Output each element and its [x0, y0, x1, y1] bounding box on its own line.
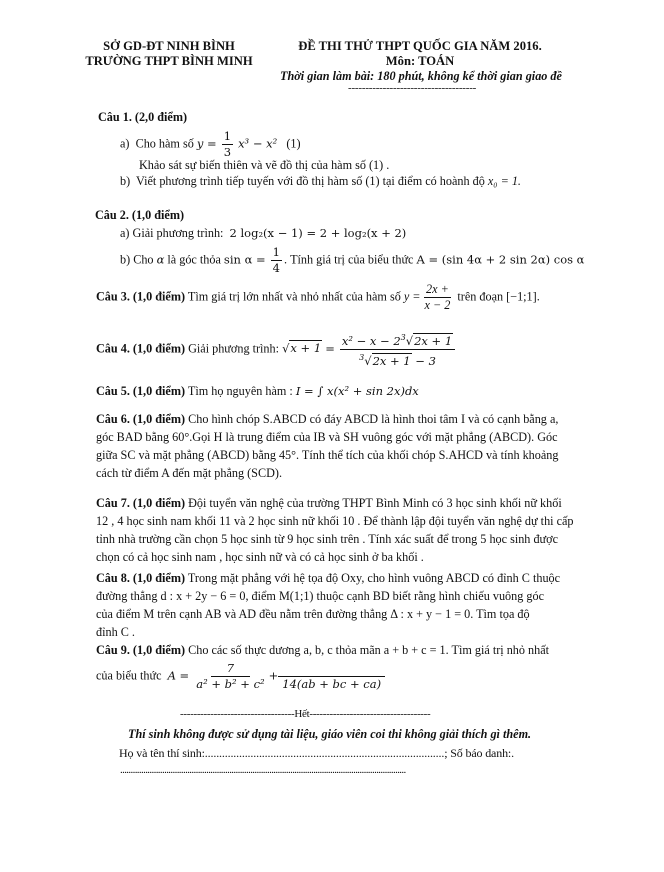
- candidate-name-line: Họ và tên thí sinh:....................................................................................; Số báo danh:.: [119, 746, 514, 760]
- fraction-numerator: 1: [223, 129, 232, 143]
- q6-line: cách từ điểm A đến mặt phẳng (SCD).: [96, 466, 282, 480]
- q3-text: Tìm giá trị lớn nhất và nhỏ nhất của hàm số: [187, 289, 401, 304]
- fraction-numerator: [278, 661, 385, 677]
- department-name: [64, 39, 274, 69]
- q7-line: 12 , 4 học sinh nam khối 11 và 2 học sinh nữ khối 10 . Để thành lập đội tuyển văn nghệ dự thi cấp: [96, 514, 574, 528]
- q9-line1: Cho các số thực dương a, b, c thỏa mãn a + b + c = 1. Tìm giá trị nhỏ nhất: [188, 643, 550, 657]
- exam-duration: Thời gian làm bài: 180 phút, không kể thời gian giao đề: [280, 69, 562, 83]
- q3-fraction: [423, 282, 453, 313]
- q7-line: Đội tuyển văn nghệ của trường THPT Bình Minh có 3 học sinh khối nữ khối: [188, 496, 562, 510]
- question-9: [96, 641, 549, 659]
- header-divider: -------------------------------------: [348, 82, 477, 94]
- question-2-title: Câu 2. (1,0 điểm): [95, 208, 185, 222]
- root-index: 3: [359, 353, 365, 362]
- fraction-denominator: a² + b² + c²: [196, 677, 265, 691]
- fraction-numerator: 2x +: [426, 282, 449, 296]
- question-3-title: Câu 3. (1,0 điểm): [96, 289, 186, 304]
- q9-fraction-1: [194, 661, 266, 692]
- q7-line: chọn có cả học sinh nam , học sinh nữ và có cả học sinh ở ba khối .: [96, 550, 424, 564]
- question-1-title: Câu 1. (2,0 điểm): [98, 110, 188, 124]
- question-9-expression: [96, 661, 385, 692]
- q3-interval: [−1;1].: [506, 289, 540, 304]
- q6-line: góc BAD bằng 60°.Gọi H là trung điểm của IB và SH vuông góc với mặt phẳng (ABCD). Góc: [96, 430, 558, 444]
- q4-numerator-text: x² − x − 2: [341, 334, 401, 348]
- q1b-text: Viết phương trình tiếp tuyến với đồ thị hàm số (1) tại điểm có hoành độ: [136, 174, 485, 188]
- department-line: SỞ GD-ĐT NINH BÌNH: [103, 39, 235, 53]
- exam-heading: [270, 39, 570, 69]
- fraction-numerator: 7: [211, 661, 250, 677]
- q2b-text3: . Tính giá trị của biểu thức: [284, 252, 414, 267]
- q4-equals: =: [325, 341, 335, 356]
- exam-note: Thí sinh không được sử dụng tài liệu, giáo viên coi thi không giải thích gì thêm.: [128, 727, 532, 741]
- q5-text: Tìm họ nguyên hàm :: [187, 384, 293, 398]
- question-7-title: Câu 7. (1,0 điểm): [96, 496, 186, 510]
- q9-fraction-2: [280, 661, 383, 692]
- q9-plus: +: [268, 668, 279, 683]
- root-index: 3: [400, 333, 406, 342]
- q4-text: Giải phương trình:: [188, 341, 280, 356]
- q8-line: đỉnh C .: [96, 625, 135, 639]
- q3-lhs: y =: [403, 289, 421, 304]
- question-7: [96, 494, 574, 566]
- q2b-sin: sin α =: [223, 252, 266, 267]
- q1a-formula-lhs: y =: [196, 136, 217, 151]
- q5-formula: I = ∫ x(x² + sin 2x)dx: [295, 384, 419, 398]
- q2b-fraction: [271, 245, 282, 276]
- question-5-title: Câu 5. (1,0 điểm): [96, 384, 186, 398]
- question-5: [96, 382, 419, 400]
- q4-denominator-root: 2x + 1: [372, 354, 411, 368]
- q2b-text1: b) Cho: [120, 252, 154, 267]
- question-6-title: Câu 6. (1,0 điểm): [96, 412, 186, 426]
- fraction-numerator: 1: [272, 245, 280, 259]
- question-8-title: Câu 8. (1,0 điểm): [96, 571, 186, 585]
- q3-text2: trên đoạn: [457, 289, 504, 304]
- question-1b: [120, 172, 521, 190]
- exam-subject: Môn: TOÁN: [385, 54, 455, 68]
- q6-line: Cho hình chóp S.ABCD có đáy ABCD là hình thoi tâm I và có cạnh bằng a,: [188, 412, 559, 426]
- fraction-denominator: 4: [272, 261, 280, 275]
- question-3: [96, 282, 540, 313]
- fraction-denominator: x − 2: [424, 298, 451, 312]
- q4-lhs: √x + 1: [282, 341, 322, 356]
- q7-line: tỉnh nhà trường cần chọn 5 học sinh từ 9 học sinh trên . Tính xác suất để trong 5 học sinh được: [96, 532, 559, 546]
- fraction-denominator: 3: [223, 145, 232, 159]
- question-2b: [120, 245, 584, 276]
- q2b-formula: A = (sin 4α + 2 sin 2α) cos α: [416, 252, 585, 267]
- q1a-formula-rest: x³ − x²: [238, 136, 278, 151]
- q4-denominator-tail: − 3: [415, 354, 436, 368]
- question-4: [96, 330, 457, 369]
- q8-line: Trong mặt phẳng với hệ tọa độ Oxy, cho hình vuông ABCD có đỉnh C thuộc: [187, 571, 561, 585]
- q9-text2: của biểu thức: [96, 668, 162, 683]
- q1a-label: a): [120, 136, 130, 151]
- q6-line: giữa SC và mặt phẳng (ABCD) bằng 45°. Tính thể tích của khối chóp S.AHCD và tính khoảng: [96, 448, 559, 462]
- question-6: [96, 410, 558, 482]
- q1b-formula: x₀ = 1.: [487, 174, 521, 188]
- q2a-text: a) Giải phương trình:: [120, 226, 224, 240]
- q4-numerator-root: 2x + 1: [414, 334, 453, 348]
- exam-title: ĐỀ THI THỬ THPT QUỐC GIA NĂM 2016.: [298, 39, 542, 53]
- question-8: [96, 569, 560, 641]
- fraction-denominator: $^3$√2x + 1 − 3: [359, 353, 436, 368]
- q1a-tag: (1): [286, 136, 301, 151]
- fraction-numerator: $x^2 - x - 2^3√2x + 1$: [340, 330, 455, 350]
- fraction-denominator: 14(ab + bc + ca): [282, 677, 382, 691]
- q2a-formula: 2 log₂(x − 1) = 2 + log₂(x + 2): [229, 226, 407, 240]
- question-4-title: Câu 4. (1,0 điểm): [96, 341, 186, 356]
- q1b-label: b): [120, 174, 131, 188]
- q8-line: của điểm M trên cạnh AB và AD đều nằm trên đường thẳng Δ : x + y − 1 = 0. Tìm tọa độ: [96, 607, 530, 621]
- candidate-dots-line: ........................................................................................................................................: [120, 764, 406, 776]
- q8-line: đường thẳng d : x + 2y − 6 = 0, điểm M(1;1) thuộc cạnh BD biết rằng hình chiếu vuông góc: [96, 589, 544, 603]
- end-marker: ----------------------------------Hết------------------------------------: [180, 708, 431, 720]
- question-9-title: Câu 9. (1,0 điểm): [96, 643, 186, 657]
- question-2a: [120, 224, 406, 242]
- q9-lhs: A =: [167, 668, 190, 683]
- q4-lhs-radicand: x + 1: [290, 341, 322, 356]
- q2b-alpha: α: [156, 252, 165, 267]
- school-name: TRƯỜNG THPT BÌNH MINH: [85, 54, 253, 68]
- q1a-text: Cho hàm số: [135, 136, 194, 151]
- q2b-text2: là góc thỏa: [167, 252, 221, 267]
- question-1a-line2: Khảo sát sự biến thiên và vẽ đồ thị của hàm số (1) .: [139, 158, 390, 172]
- q4-fraction: [340, 330, 455, 369]
